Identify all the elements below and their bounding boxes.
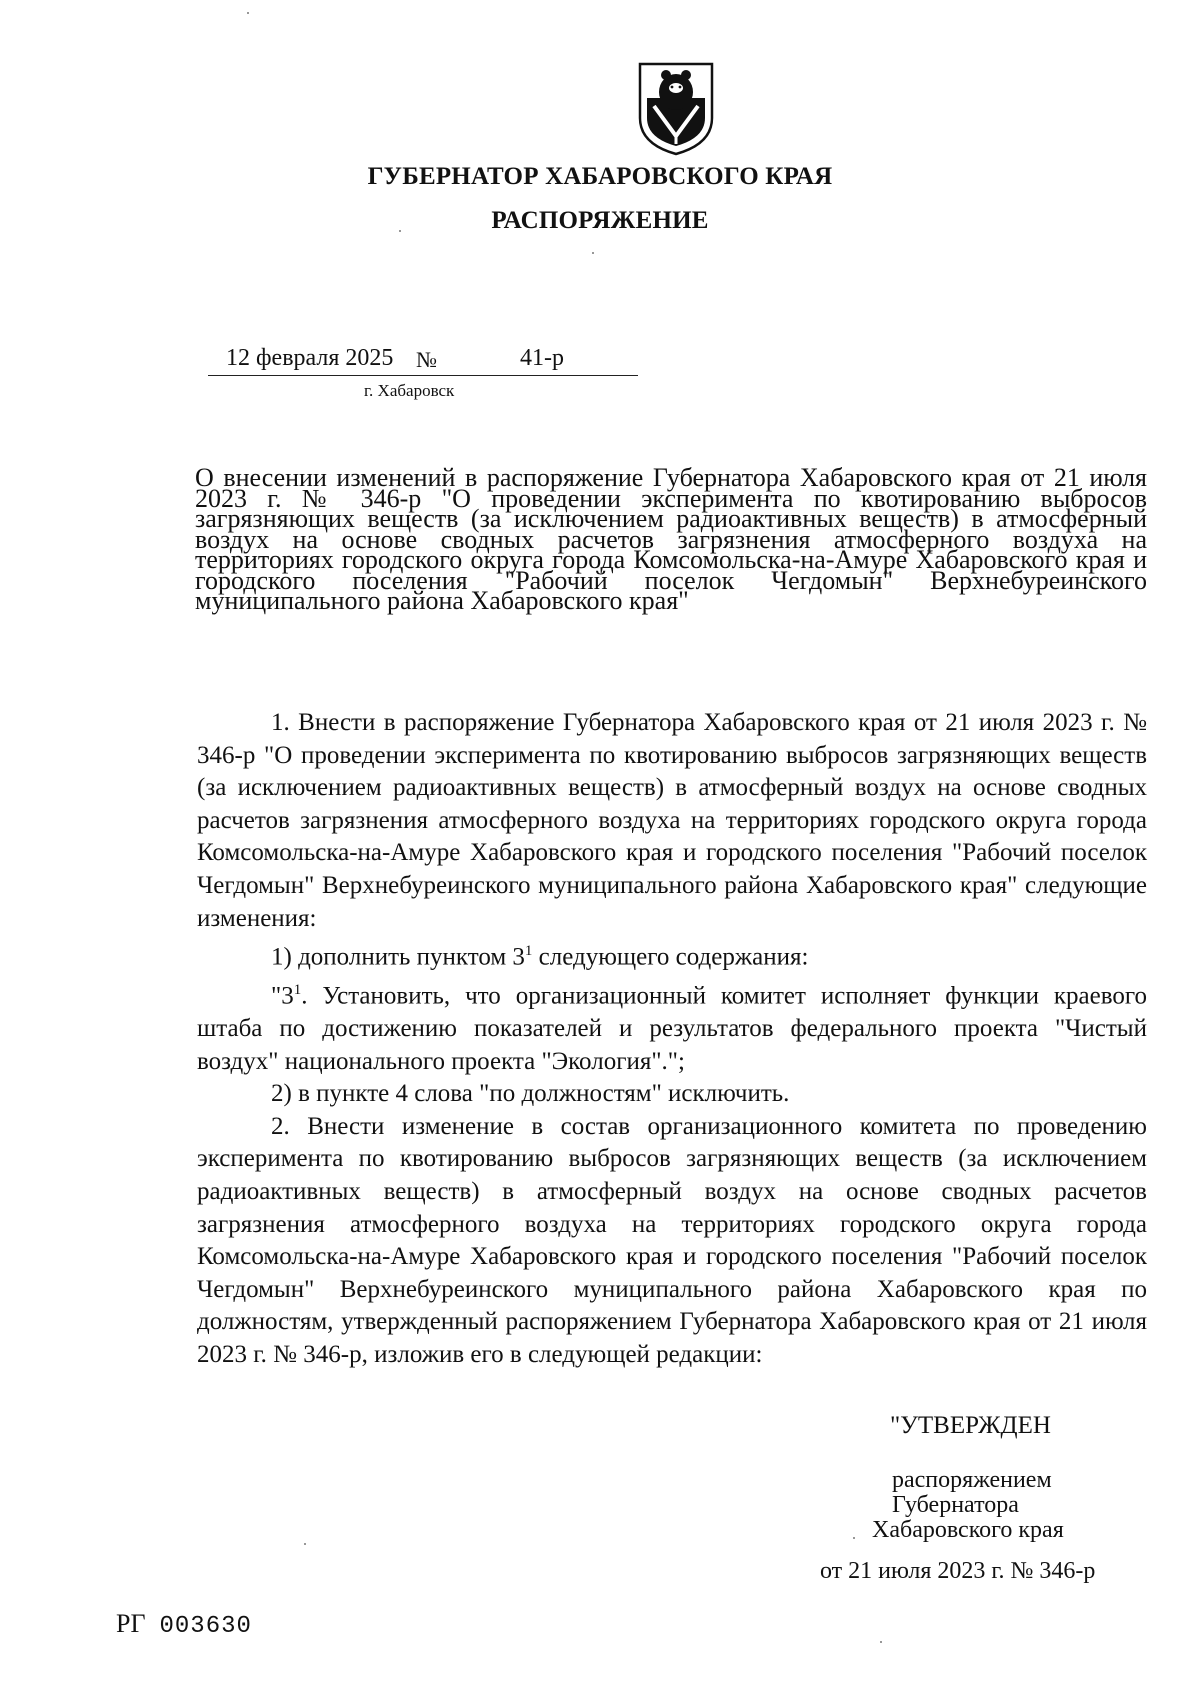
document-date: 12 февраля 2025	[226, 345, 394, 371]
form-serial	[116, 1609, 252, 1640]
form-series: РГ	[116, 1609, 146, 1638]
scan-speck	[592, 252, 594, 254]
approval-heading: "УТВЕРЖДЕН	[890, 1412, 1051, 1439]
scan-speck	[399, 230, 401, 232]
superscript: 1	[524, 943, 533, 960]
scan-speck	[853, 1537, 855, 1539]
form-code: 003630	[159, 1613, 252, 1640]
coat-of-arms-icon	[634, 58, 718, 158]
approval-line-3: Хабаровского края	[872, 1517, 1064, 1543]
document-city: г. Хабаровск	[364, 381, 455, 400]
paragraph-2	[197, 935, 1147, 974]
paragraph-3	[197, 974, 1147, 1078]
paragraph-1: 1. Внести в распоряжение Губернатора Хабаровского края от 21 июля 2023 г. № 346-р "О проведении эксперимента по квотированию выбросов загрязняющих веществ (за исключением радиоактивных веществ) в атмосферный воздух на основе сводных расчетов загрязнения атмосферного воздуха на территориях городского округа города Комсомольска-на-Амуре Хабаровского края и городского поселения "Рабочий поселок Чегдомын" Верхнебуреинского муниципального района Хабаровского края" следующие изменения:	[197, 709, 1147, 932]
paragraph-3-text-end: . Установить, что организационный комитет исполняет функции краевого штаба по достижению показателей и результатов федерального проекта "Чистый воздух" национального проекта "Экология".";	[197, 982, 1147, 1075]
document-type: РАСПОРЯЖЕНИЕ	[491, 207, 709, 234]
paragraph-4: 2) в пункте 4 слова "по должностям" исключить.	[271, 1080, 790, 1108]
approval-line-4: от 21 июля 2023 г. № 346-р	[820, 1558, 1096, 1584]
paragraph-2-text-end: следующего содержания:	[532, 943, 809, 971]
paragraph-2-text: 1) дополнить пунктом 3	[271, 943, 525, 971]
registration-underline	[208, 375, 638, 376]
issuing-authority: ГУБЕРНАТОР ХАБАРОВСКОГО КРАЯ	[367, 163, 833, 190]
number-sign: №	[416, 347, 437, 372]
document-title: О внесении изменений в распоряжение Губернатора Хабаровского края от 21 июля 2023 г. № 346-р "О проведении эксперимента по квотированию выбросов загрязняющих веществ (за исключением радиоактивных веществ) в атмосферный воздух на основе сводных расчетов загрязнения атмосферного воздуха на территориях городского округа города Комсомольска-на-Амуре Хабаровского края и городского поселения "Рабочий поселок Чегдомын" Верхнебуреинского муниципального района Хабаровского края"	[195, 463, 1147, 615]
document-body	[197, 707, 1147, 1372]
paragraph-3-text: "3	[271, 982, 294, 1010]
superscript: 1	[293, 982, 302, 999]
scan-speck	[304, 1543, 306, 1545]
paragraph-5: 2. Внести изменение в состав организационного комитета по проведению эксперимента по квотированию выбросов загрязняющих веществ (за исключением радиоактивных веществ) в атмосферный воздух на основе сводных расчетов загрязнения атмосферного воздуха на территориях городского округа города Комсомольска-на-Амуре Хабаровского края и городского поселения "Рабочий поселок Чегдомын" Верхнебуреинского муниципального района Хабаровского края по должностям, утвержденный распоряжением Губернатора Хабаровского края от 21 июля 2023 г. № 346-р, изложив его в следующей редакции:	[197, 1112, 1147, 1368]
registration-line	[208, 345, 638, 379]
approval-line-2: Губернатора	[892, 1492, 1019, 1518]
approval-line-1: распоряжением	[892, 1467, 1052, 1493]
document-number: 41-р	[520, 345, 564, 371]
scan-speck	[880, 1641, 882, 1643]
scan-speck	[247, 12, 249, 14]
